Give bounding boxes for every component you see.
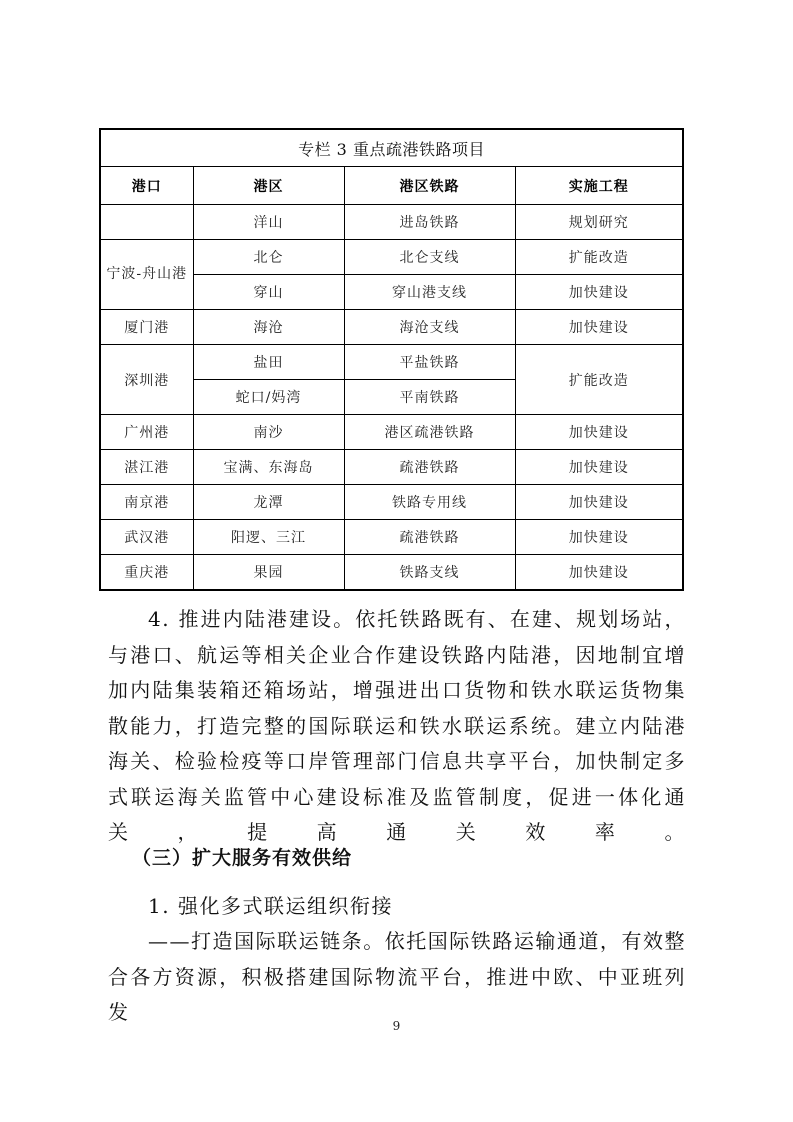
cell-area: 穿山 bbox=[193, 275, 344, 310]
cell-port: 重庆港 bbox=[100, 555, 193, 591]
table-row bbox=[100, 520, 683, 555]
cell-project: 加快建设 bbox=[515, 555, 683, 591]
header-area: 港区 bbox=[193, 167, 344, 205]
cell-railway: 疏港铁路 bbox=[344, 450, 515, 485]
table-row bbox=[100, 205, 683, 240]
cell-project: 规划研究 bbox=[515, 205, 683, 240]
cell-area: 果园 bbox=[193, 555, 344, 591]
header-project: 实施工程 bbox=[515, 167, 683, 205]
subsection-heading: 1. 强化多式联运组织衔接 bbox=[148, 894, 393, 918]
cell-project: 加快建设 bbox=[515, 310, 683, 345]
cell-port: 湛江港 bbox=[100, 450, 193, 485]
cell-area: 南沙 bbox=[193, 415, 344, 450]
table-header-row bbox=[100, 167, 683, 205]
section-heading: （三）扩大服务有效供给 bbox=[132, 847, 353, 869]
cell-area: 海沧 bbox=[193, 310, 344, 345]
table-row bbox=[100, 310, 683, 345]
cell-project: 扩能改造 bbox=[515, 240, 683, 275]
cell-project: 扩能改造 bbox=[515, 345, 683, 415]
cell-railway: 进岛铁路 bbox=[344, 205, 515, 240]
cell-area: 洋山 bbox=[193, 205, 344, 240]
cell-project: 加快建设 bbox=[515, 520, 683, 555]
table-row bbox=[100, 450, 683, 485]
table-row bbox=[100, 415, 683, 450]
table-row bbox=[100, 345, 683, 380]
cell-railway: 北仑支线 bbox=[344, 240, 515, 275]
page-number: 9 bbox=[392, 1019, 401, 1033]
cell-area: 宝满、东海岛 bbox=[193, 450, 344, 485]
cell-port: 武汉港 bbox=[100, 520, 193, 555]
cell-port: 广州港 bbox=[100, 415, 193, 450]
cell-area: 阳逻、三江 bbox=[193, 520, 344, 555]
header-railway: 港区铁路 bbox=[344, 167, 515, 205]
cell-port: 南京港 bbox=[100, 485, 193, 520]
cell-project: 加快建设 bbox=[515, 415, 683, 450]
cell-area: 蛇口/妈湾 bbox=[193, 380, 344, 415]
cell-railway: 穿山港支线 bbox=[344, 275, 515, 310]
header-port: 港口 bbox=[100, 167, 193, 205]
cell-port: 厦门港 bbox=[100, 310, 193, 345]
cell-area: 盐田 bbox=[193, 345, 344, 380]
cell-railway: 平南铁路 bbox=[344, 380, 515, 415]
table-title-row bbox=[100, 129, 683, 167]
key-port-railway-projects-table bbox=[99, 128, 684, 591]
cell-railway: 铁路专用线 bbox=[344, 485, 515, 520]
cell-project: 加快建设 bbox=[515, 275, 683, 310]
international-transport-paragraph: ——打造国际联运链条。依托国际铁路运输通道，有效整合各方资源，积极搭建国际物流平台，推进中欧、中亚班列发 bbox=[108, 929, 686, 1024]
table-row bbox=[100, 240, 683, 275]
table-row bbox=[100, 555, 683, 591]
cell-project: 加快建设 bbox=[515, 450, 683, 485]
cell-project: 加快建设 bbox=[515, 485, 683, 520]
cell-railway: 平盐铁路 bbox=[344, 345, 515, 380]
cell-area: 北仑 bbox=[193, 240, 344, 275]
cell-port: 深圳港 bbox=[100, 345, 193, 415]
cell-area: 龙潭 bbox=[193, 485, 344, 520]
cell-railway: 港区疏港铁路 bbox=[344, 415, 515, 450]
cell-port: 宁波-舟山港 bbox=[100, 240, 193, 310]
table-row bbox=[100, 485, 683, 520]
cell-railway: 海沧支线 bbox=[344, 310, 515, 345]
table-title: 专栏 3 重点疏港铁路项目 bbox=[100, 129, 683, 167]
inland-port-paragraph: 4. 推进内陆港建设。依托铁路既有、在建、规划场站，与港口、航运等相关企业合作建设铁路内陆港，因地制宜增加内陆集装箱还箱场站，增强进出口货物和铁水联运货物集散能力，打造完整的国际联运和铁水联运系统。建立内陆港海关、检验检疫等口岸管理部门信息共享平台，加快制定多式联运海关监管中心建设标准及监管制度，促进一体化通关，提高通关效率。 bbox=[108, 607, 686, 844]
cell-port bbox=[100, 205, 193, 240]
cell-railway: 疏港铁路 bbox=[344, 520, 515, 555]
cell-railway: 铁路支线 bbox=[344, 555, 515, 591]
